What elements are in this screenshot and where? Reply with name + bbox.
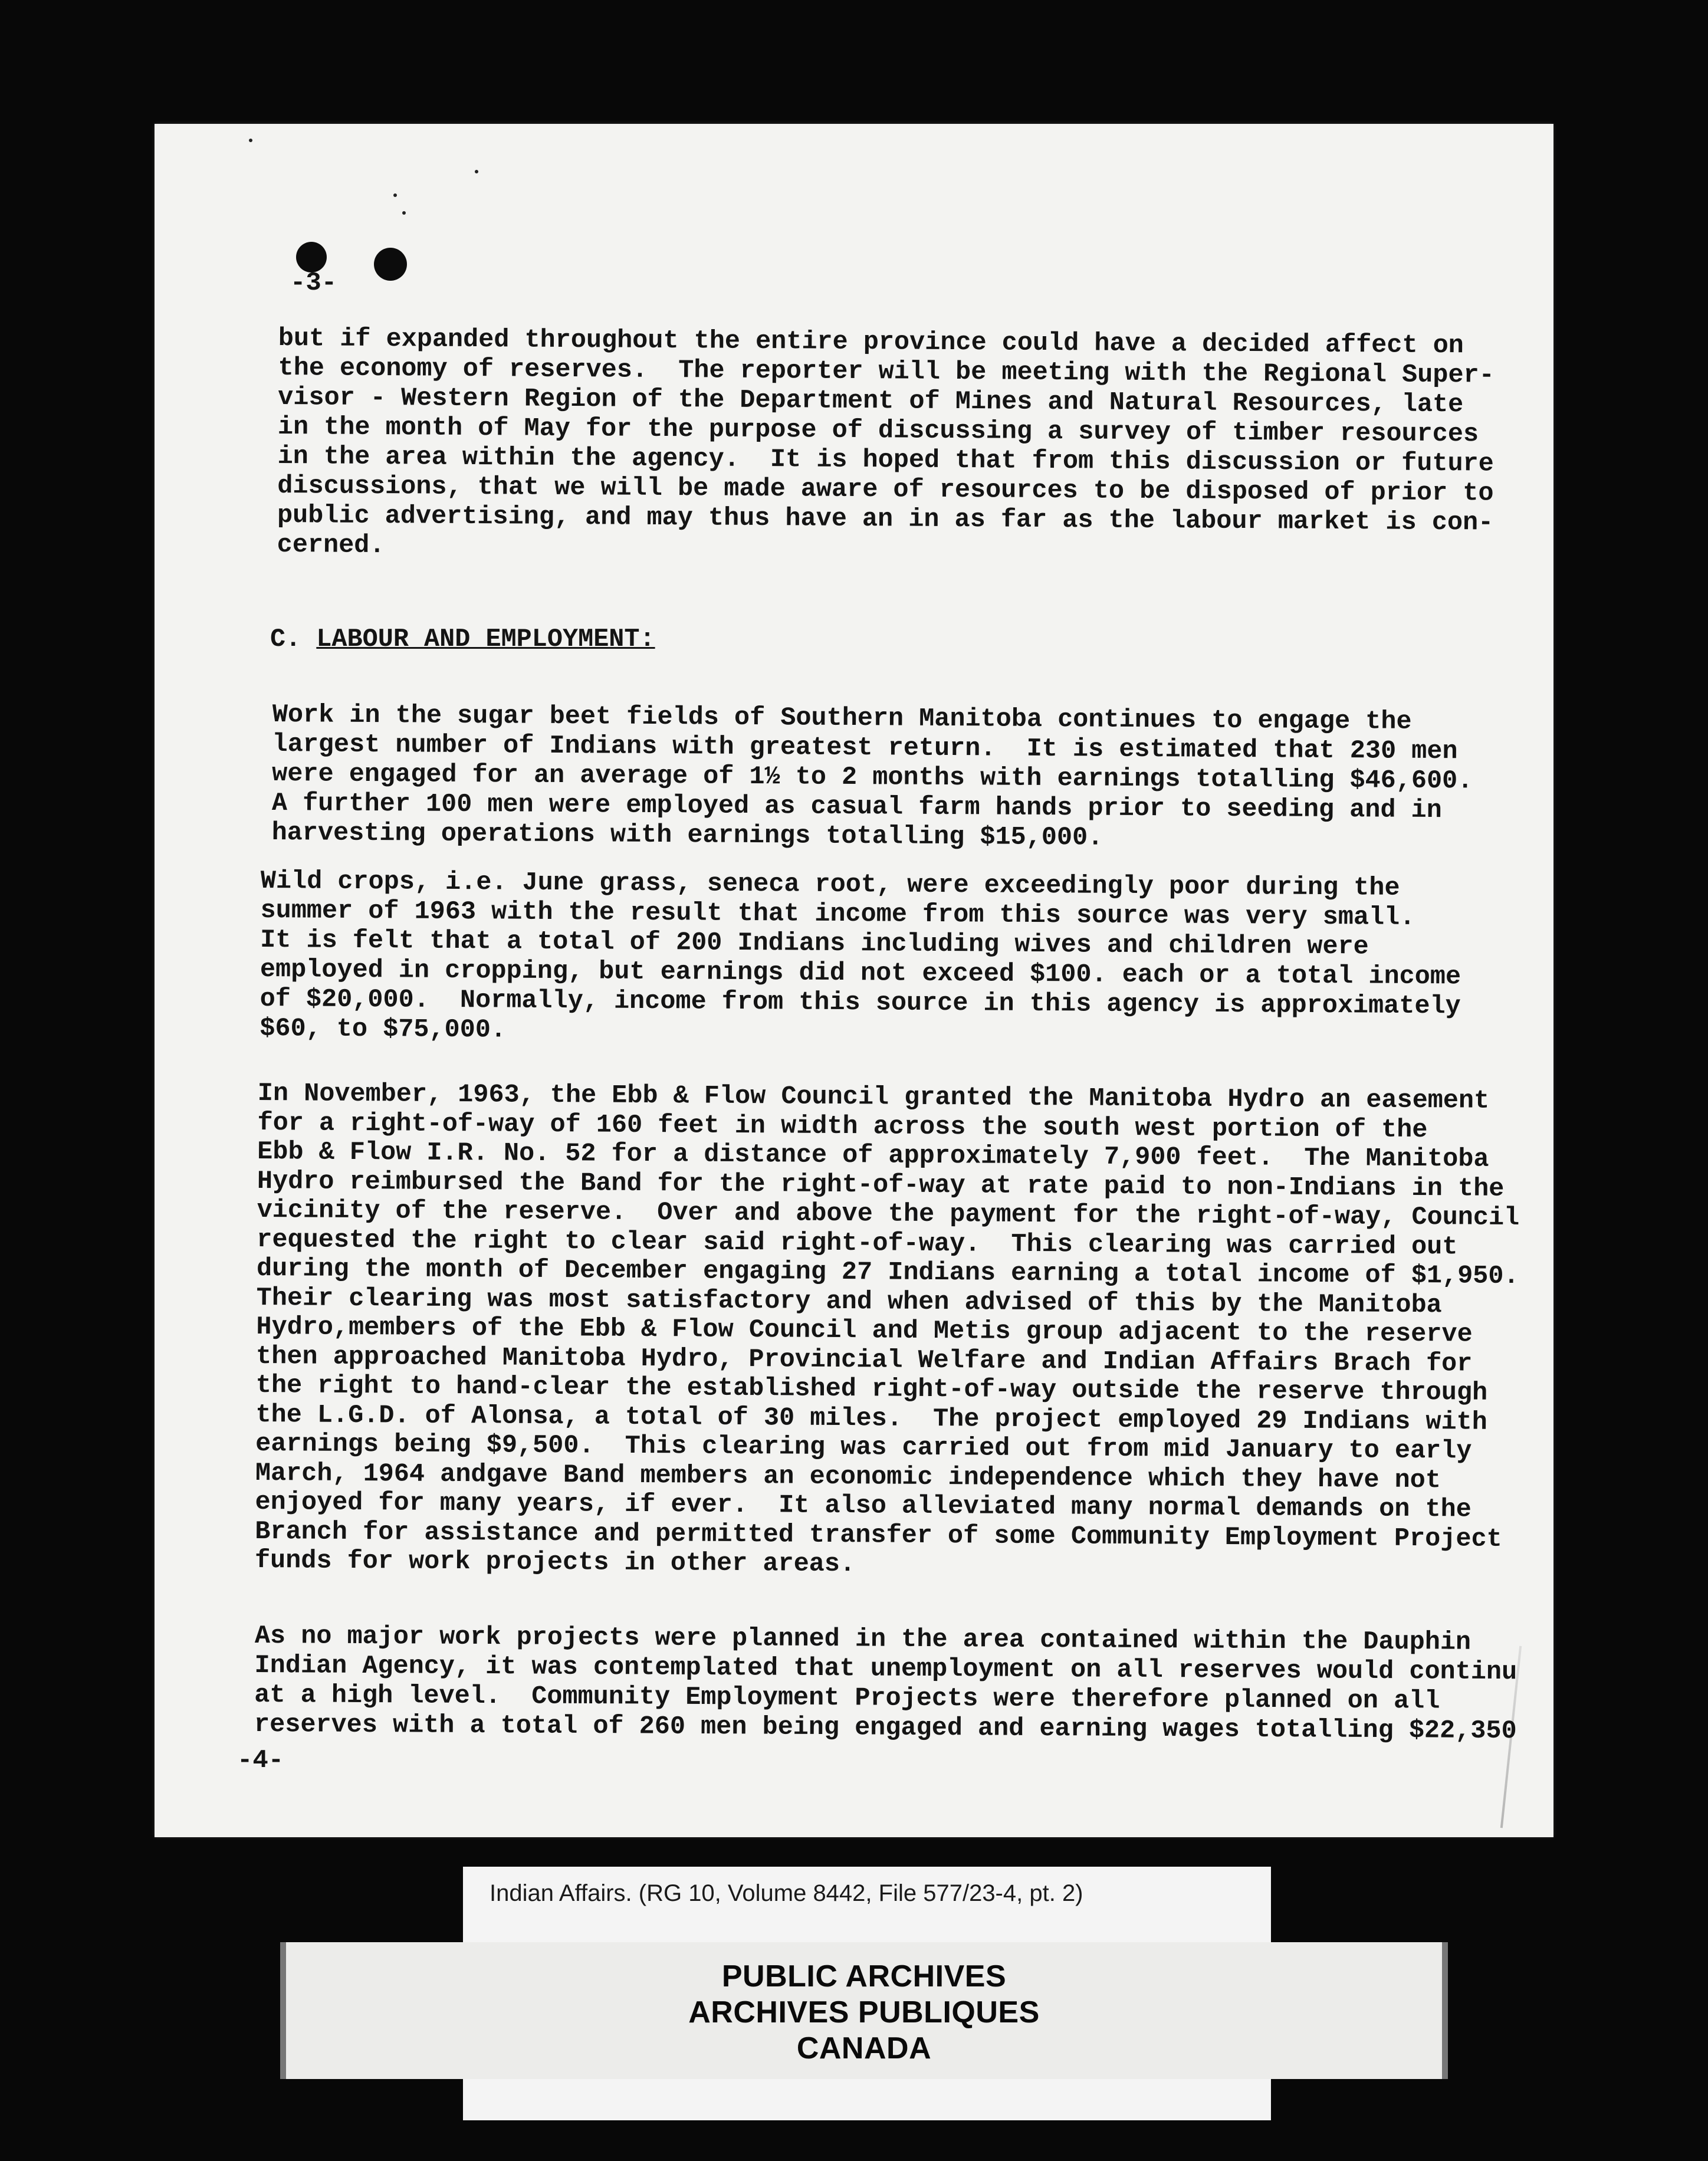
paragraph-timber: but if expanded throughout the entire province could have a decided affect on the economy of reserves. The reporter will be meeting with the Regional Super- visor - Western Region of the Department of Mines and Natural Resources, late in the month of May for the purpose of discussing a survey of timber resources in the area within the agency. It is hoped that from this discussion or future discussions, that we will be made aware of resources to be disposed of prior to public advertising, and may thus have an in as far as the labour market is con- cerned. — [277, 324, 1494, 561]
archive-reference: Indian Affairs. (RG 10, Volume 8442, File 577/23-4, pt. 2) — [490, 1880, 1083, 1906]
archive-band — [280, 1942, 1448, 2079]
archive-line-2: ARCHIVES PUBLIQUES — [688, 1995, 1040, 2029]
speck — [393, 193, 397, 197]
paragraph-sugar-beet: Work in the sugar beet fields of Southern Manitoba continues to engage the largest number of Indians with greatest return. It is estimated that 230 men were engaged for an average of 1½ to 2 months with earnings totalling $46,600. A further 100 men were employed as casual farm hands prior to seeding and in harvesting operations with earnings totalling $15,000. — [271, 701, 1473, 853]
paragraph-community-projects: As no major work projects were planned in the area contained within the Dauphin Indian Agency, it was contemplated that unemployment on all reserves would continu at a high level. Community Employment Projects were therefore planned on all reserves with a total of 260 men being engaged and earning wages totalling $22,350 — [254, 1622, 1518, 1746]
archive-line-3: CANADA — [796, 2031, 932, 2065]
section-heading — [270, 625, 655, 655]
speck — [249, 139, 252, 142]
section-title: LABOUR AND EMPLOYMENT: — [316, 625, 655, 654]
paragraph-hydro-clearing: In November, 1963, the Ebb & Flow Council granted the Manitoba Hydro an easement for a right-of-way of 160 feet in width across the south west portion of the Ebb & Flow I.R. No. 52 for a distance of approximately 7,900 feet. The Manitoba Hydro reimbursed the Band for the right-of-way at rate paid to non-Indians in the vicinity of the reserve. Over and above the payment for the right-of-way, Council requested the right to clear said right-of-way. This clearing was carried out during the month of December engaging 27 Indians earning a total income of $1,950. Their clearing was most satisfactory and when advised of this by the Manitoba Hydro,members of the Ebb & Flow Council and Metis group adjacent to the reserve then approached Manitoba Hydro, Provincial Welfare and Indian Affairs Brach for the right to hand-clear the established right-of-way outside the reserve through the L.G.D. of Alonsa, a total of 30 miles. The project employed 29 Indians with earnings being $9,500. This clearing was carried out from mid January to early March, 1964 andgave Band members an economic independence which they have not enjoyed for many years, if ever. It also alleviated many normal demands on the Branch for assistance and permitted transfer of some Community Employment Project funds for work projects in other areas. — [254, 1079, 1520, 1579]
archive-stamp — [463, 1867, 1271, 2120]
document-page — [155, 124, 1553, 1837]
paragraph-wild-crops: Wild crops, i.e. June grass, seneca root, were exceedingly poor during the summer of 1963 with the result that income from this source was very small. It is felt that a total of 200 Indians including wives and children were employed in cropping, but earnings did not exceed $100. each or a total income of $20,000. Normally, income from this source in this agency is approximately $60, to $75,000. — [260, 867, 1461, 1045]
archive-line-1: PUBLIC ARCHIVES — [721, 1959, 1007, 1993]
page-number-bottom: -4- — [237, 1746, 284, 1775]
page-number-top: -3- — [290, 268, 337, 298]
section-letter: C. — [270, 625, 317, 654]
speck — [475, 170, 478, 173]
punch-hole — [374, 248, 407, 281]
speck — [402, 211, 406, 215]
